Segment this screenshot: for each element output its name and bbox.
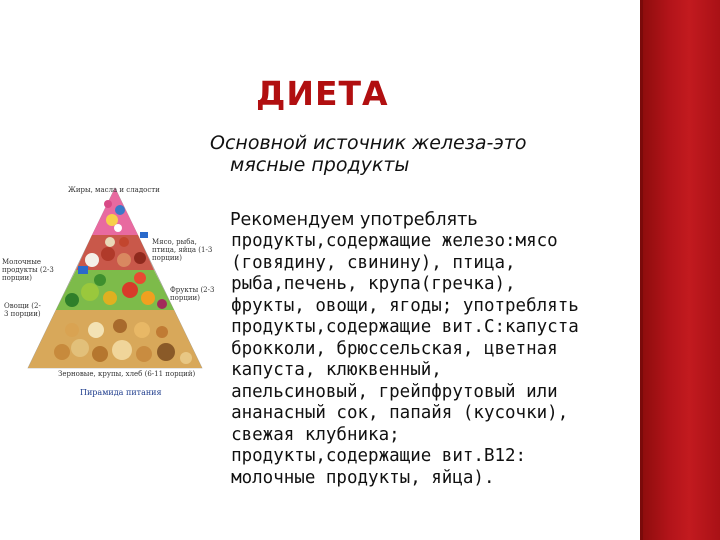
body-line: фрукты, овощи, ягоды; употреблять: [231, 295, 579, 316]
slide-title: ДИЕТА: [256, 74, 389, 113]
pyramid-fruit-label: Фрукты (2-3 порции): [170, 286, 215, 302]
body-line: апельсиновый, грейпфрутовый или: [231, 381, 558, 402]
body-line: продукты,содержащие вит.В12:: [231, 446, 527, 466]
pyramid-top-label: Жиры, масла и сладости: [68, 186, 160, 194]
pyramid-grain-label: Зерновые, крупы, хлеб (6-11 порций): [58, 370, 196, 378]
slide-subtitle: [210, 132, 640, 176]
body-line: молочные продукты, яйца).: [231, 467, 495, 488]
pyramid-meat-label: Мясо, рыба, птица, яйца (1-3 порции): [152, 238, 213, 262]
pyramid-dairy-label: Молочные продукты (2-3 порции): [2, 258, 54, 282]
body-line: брокколи, брюссельская, цветная: [231, 338, 558, 359]
body-line: (говядину, свинину), птица,: [231, 252, 516, 273]
body-line: продукты,содержащие вит.С:капуста: [231, 317, 579, 337]
body-line: Рекомендуем употреблять: [230, 209, 478, 230]
body-line: продукты,содержащие железо:мясо: [231, 231, 558, 251]
pyramid-veg-label: Овощи (2-3 порции): [4, 302, 41, 318]
pyramid-caption: Пирамида питания: [80, 388, 162, 397]
decorative-red-band: [643, 0, 720, 540]
subtitle-line-2: мясные продукты: [230, 154, 410, 176]
body-text: [210, 188, 650, 489]
body-line: капуста, клюквенный,: [231, 360, 442, 380]
food-pyramid: [0, 180, 230, 405]
body-line: ананасный сок, папайя (кусочки),: [231, 403, 569, 423]
subtitle-line-1: Основной источник железа-это: [210, 132, 527, 154]
body-line: свежая клубника;: [231, 424, 400, 445]
body-line: рыба,печень, крупа(гречка),: [231, 274, 516, 294]
